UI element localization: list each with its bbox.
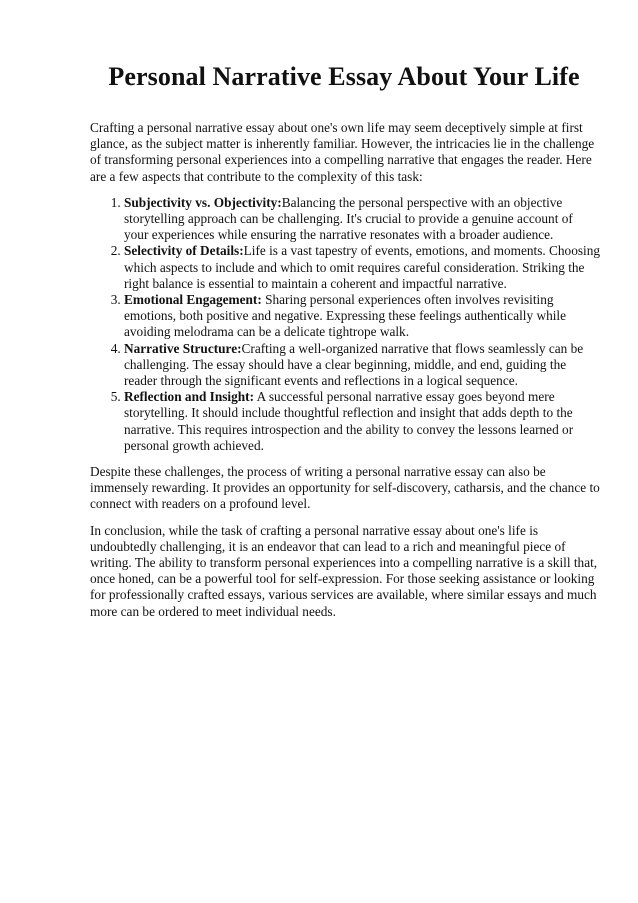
aspects-list <box>90 195 600 454</box>
list-item-heading: Reflection and Insight: <box>124 389 255 405</box>
list-item-heading: Selectivity of Details: <box>124 243 244 259</box>
list-item-text: A successful personal narrative essay goes beyond mere storytelling. It should include thoughtful reflection and insight that adds depth to the narrative. This requires introspection and the ability to convey the lessons learned or personal growth achieved. <box>124 389 574 453</box>
list-item <box>124 389 600 454</box>
intro-paragraph: Crafting a personal narrative essay about one's own life may seem deceptively simple at first glance, as the subject matter is inherently familiar. However, the intricacies lie in the challenge of transforming personal experiences into a compelling narrative that engages the reader. Here are a few aspects that contribute to the complexity of this task: <box>90 120 595 184</box>
list-item-text: Life is a vast tapestry of events, emotions, and moments. Choosing which aspects to include and which to omit requires careful consideration. Striking the right balance is essential to maintain a coherent and impactful narrative. <box>124 243 601 291</box>
list-item <box>124 292 600 341</box>
list-item <box>124 243 600 292</box>
list-item-heading: Narrative Structure: <box>124 340 242 356</box>
list-item-text: Sharing personal experiences often involves revisiting emotions, both positive and negative. Expressing these feelings authentically while avoiding melodrama can be a delicate tightrope walk. <box>124 292 567 340</box>
list-item-heading: Emotional Engagement: <box>124 292 262 308</box>
list-item-heading: Subjectivity vs. Objectivity: <box>124 194 282 210</box>
document-body <box>90 120 600 630</box>
list-item-text: Crafting a well-organized narrative that flows seamlessly can be challenging. The essay should have a clear beginning, middle, and end, guiding the reader through the significant events and reflections in a logical sequence. <box>124 340 584 389</box>
page-title: Personal Narrative Essay About Your Life <box>108 62 580 91</box>
list-item-text: Balancing the personal perspective with an objective storytelling approach can be challenging. It's crucial to provide a genuine account of your experiences while ensuring the narrative resonates with a broader audience. <box>124 194 573 243</box>
body-paragraph: Despite these challenges, the process of writing a personal narrative essay can also be immensely rewarding. It provides an opportunity for self-discovery, catharsis, and the chance to connect with readers on a profound level. <box>90 464 600 512</box>
list-item <box>124 195 600 244</box>
list-item <box>124 341 600 390</box>
conclusion-paragraph: In conclusion, while the task of crafting a personal narrative essay about one's life is undoubtedly challenging, it is an endeavor that can lead to a rich and meaningful piece of writing. The ability to transform personal experiences into a compelling narrative is a skill that, once honed, can be a powerful tool for self-expression. For those seeking assistance or looking for professionally crafted essays, various services are available, where similar essays and much more can be ordered to meet individual needs. <box>90 522 598 619</box>
